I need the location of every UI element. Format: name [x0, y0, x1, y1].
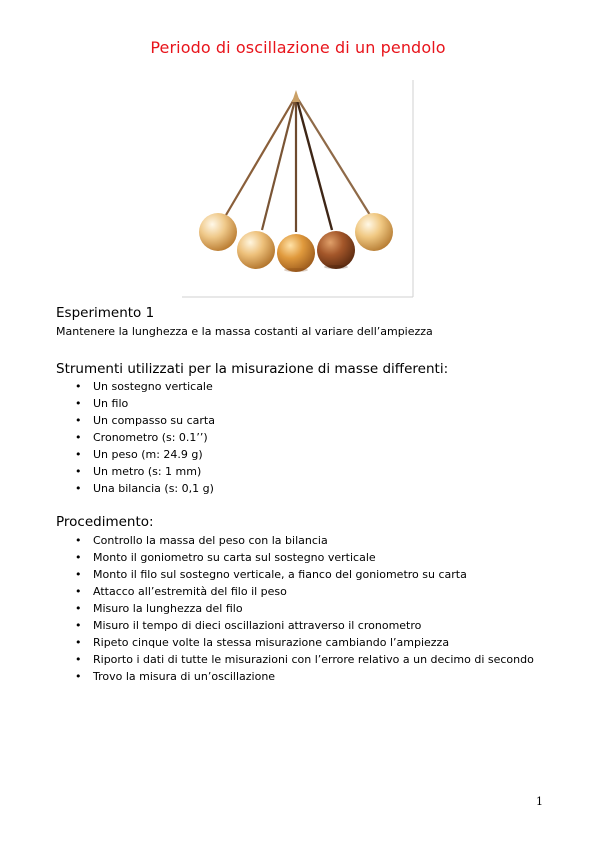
bullet-icon: • [75, 482, 82, 495]
list-item: • Un peso (m: 24.9 g) [75, 448, 203, 461]
bullet-icon: • [75, 397, 82, 410]
list-item: • Misuro il tempo di dieci oscillazioni attraverso il cronometro [75, 619, 422, 632]
list-item: • Un compasso su carta [75, 414, 215, 427]
instruments-heading: Strumenti utilizzati per la misurazione di masse differenti: [56, 361, 449, 377]
bullet-icon: • [75, 636, 82, 649]
bullet-icon: • [75, 380, 82, 393]
bullet-icon: • [75, 602, 82, 615]
list-item: • Trovo la misura di un’oscillazione [75, 670, 276, 683]
list-item: • Cronometro (s: 0.1’’) [75, 431, 208, 444]
pendulum-figure [182, 80, 414, 298]
bullet-icon: • [75, 414, 82, 427]
bullet-icon: • [75, 431, 82, 444]
experiment-heading: Esperimento 1 [56, 305, 155, 321]
bullet-icon: • [75, 534, 82, 547]
bullet-icon: • [75, 653, 82, 666]
list-item: • Un filo [75, 397, 129, 410]
list-item: • Una bilancia (s: 0,1 g) [75, 482, 214, 495]
list-item: • Misuro la lunghezza del filo [75, 602, 243, 615]
list-item: • Attacco all’estremità del filo il peso [75, 585, 287, 598]
bullet-icon: • [75, 670, 82, 683]
list-item: • Monto il goniometro su carta sul sostegno verticale [75, 551, 376, 564]
list-item: • Riporto i dati di tutte le misurazioni con l’errore relativo a un decimo di secondo [75, 653, 534, 666]
instruments-list [56, 378, 215, 497]
list-item: • Controllo la massa del peso con la bilancia [75, 534, 328, 547]
pendulum-icon [182, 80, 414, 298]
page-title: Periodo di oscillazione di un pendolo [150, 38, 446, 57]
procedure-heading: Procedimento: [56, 514, 154, 530]
list-item: • Ripeto cinque volte la stessa misurazione cambiando l’ampiezza [75, 636, 450, 649]
bullet-icon: • [75, 585, 82, 598]
page-number: 1 [536, 795, 543, 808]
bullet-icon: • [75, 551, 82, 564]
bullet-icon: • [75, 568, 82, 581]
bullet-icon: • [75, 619, 82, 632]
list-item: • Un sostegno verticale [75, 380, 213, 393]
bullet-icon: • [75, 448, 82, 461]
experiment-subtitle: Mantenere la lunghezza e la massa costanti al variare dell’ampiezza [56, 325, 433, 338]
procedure-list [56, 532, 534, 685]
bullet-icon: • [75, 465, 82, 478]
list-item: • Monto il filo sul sostegno verticale, a fianco del goniometro su carta [75, 568, 467, 581]
list-item: • Un metro (s: 1 mm) [75, 465, 202, 478]
